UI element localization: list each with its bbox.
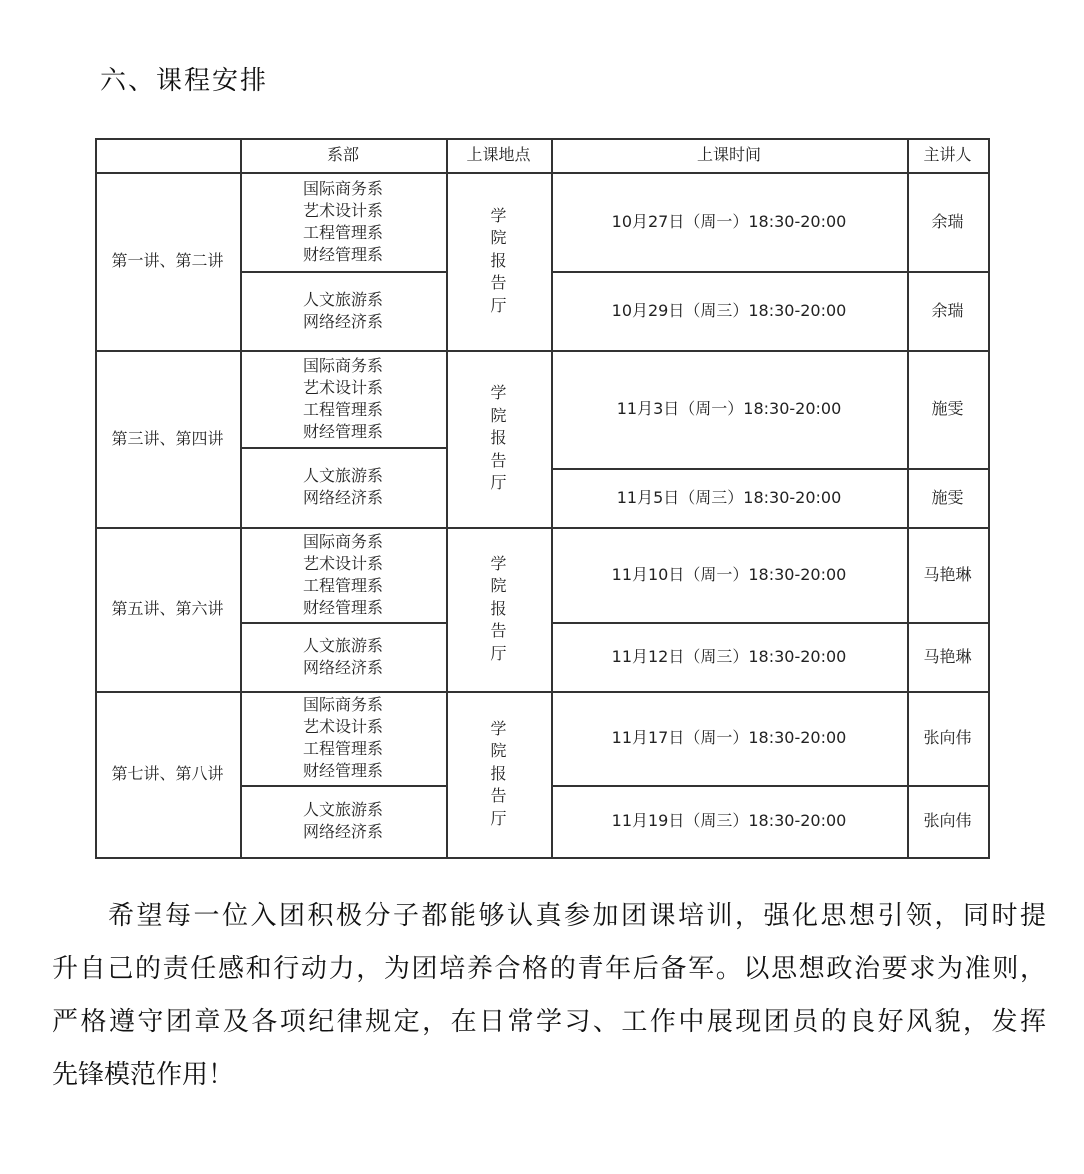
closing-paragraph — [52, 890, 1046, 1102]
time-cell-text: 11月10日（周一）18:30-20:00 — [611, 564, 847, 584]
time-cell-text: 10月29日（周三）18:30-20:00 — [611, 300, 847, 320]
table-rule — [240, 447, 448, 449]
lecture-cell-text: 第七讲、第八讲 — [111, 764, 224, 783]
speaker-cell-text: 余瑞 — [931, 300, 964, 320]
departments-cell-text: 人文旅游系 网络经济系 — [302, 466, 383, 507]
time-cell — [551, 468, 907, 527]
departments-cell — [240, 622, 446, 691]
table-rule — [240, 138, 242, 859]
speaker-cell-text: 马艳琳 — [923, 646, 972, 666]
header-location — [446, 138, 551, 172]
lecture-cell-text: 第五讲、第六讲 — [111, 599, 224, 618]
departments-cell — [240, 172, 446, 271]
lecture-cell — [95, 350, 240, 527]
time-cell-text: 11月12日（周三）18:30-20:00 — [611, 646, 847, 666]
location-cell — [446, 691, 551, 857]
section-heading: 六、课程安排 — [100, 66, 269, 96]
departments-cell — [240, 350, 446, 447]
table-rule — [95, 138, 990, 140]
header-department-text: 系部 — [326, 145, 359, 164]
speaker-cell — [907, 622, 988, 691]
header-location-text: 上课地点 — [466, 145, 531, 164]
location-cell-text: 学院报告厅 — [490, 205, 507, 315]
table-rule — [551, 622, 990, 624]
departments-cell-text: 国际商务系 艺术设计系 工程管理系 财经管理系 — [302, 695, 383, 780]
speaker-cell — [907, 785, 988, 857]
departments-cell-text: 人文旅游系 网络经济系 — [302, 800, 383, 841]
paragraph-line: 希望每一位入团积极分子都能够认真参加团课培训，强化思想引领，同时提 — [108, 901, 1046, 931]
table-rule — [95, 857, 990, 859]
lecture-cell — [95, 691, 240, 857]
departments-cell — [240, 447, 446, 527]
location-cell-text: 学院报告厅 — [490, 553, 507, 663]
time-cell — [551, 691, 907, 785]
paragraph-line: 升自己的责任感和行动力，为团培养合格的青年后备军。以思想政治要求为准则， — [52, 954, 1046, 984]
speaker-cell — [907, 691, 988, 785]
time-cell — [551, 622, 907, 691]
departments-cell — [240, 785, 446, 857]
departments-cell — [240, 271, 446, 350]
header-time — [551, 138, 907, 172]
lecture-cell-text: 第三讲、第四讲 — [111, 428, 224, 448]
lecture-cell — [95, 172, 240, 350]
departments-cell — [240, 527, 446, 622]
table-rule — [240, 785, 448, 787]
speaker-cell-text: 张向伟 — [923, 811, 972, 830]
time-cell — [551, 527, 907, 622]
departments-cell-text: 国际商务系 艺术设计系 工程管理系 财经管理系 — [302, 531, 383, 617]
speaker-cell — [907, 468, 988, 527]
table-rule — [907, 138, 909, 859]
lecture-cell-text: 第一讲、第二讲 — [111, 251, 224, 270]
time-cell-text: 11月17日（周一）18:30-20:00 — [611, 728, 847, 747]
location-cell — [446, 350, 551, 527]
speaker-cell-text: 马艳琳 — [923, 564, 972, 584]
table-rule — [551, 468, 990, 470]
speaker-cell-text: 余瑞 — [931, 211, 964, 231]
header-speaker-text: 主讲人 — [923, 145, 972, 164]
table-rule — [95, 138, 97, 859]
table-rule — [240, 271, 448, 273]
time-cell-text: 10月27日（周一）18:30-20:00 — [611, 211, 847, 231]
table-rule — [446, 138, 448, 859]
speaker-cell-text: 施雯 — [931, 487, 964, 507]
location-cell-text: 学院报告厅 — [490, 383, 507, 493]
speaker-cell — [907, 350, 988, 468]
lecture-cell — [95, 527, 240, 691]
header-speaker — [907, 138, 988, 172]
table-rule — [551, 271, 990, 273]
table-rule — [551, 138, 553, 859]
departments-cell — [240, 691, 446, 785]
speaker-cell — [907, 527, 988, 622]
location-cell — [446, 527, 551, 691]
speaker-cell-text: 施雯 — [931, 399, 964, 418]
departments-cell-text: 人文旅游系 网络经济系 — [302, 635, 383, 677]
table-rule — [551, 785, 990, 787]
location-cell — [446, 172, 551, 350]
departments-cell-text: 人文旅游系 网络经济系 — [302, 289, 383, 331]
speaker-cell — [907, 271, 988, 350]
departments-cell-text: 国际商务系 艺术设计系 工程管理系 财经管理系 — [302, 178, 383, 264]
header-department — [240, 138, 446, 172]
departments-cell-text: 国际商务系 艺术设计系 工程管理系 财经管理系 — [302, 355, 383, 441]
time-cell — [551, 172, 907, 271]
time-cell-text: 11月19日（周三）18:30-20:00 — [611, 811, 847, 830]
paragraph-line: 先锋模范作用！ — [52, 1060, 235, 1090]
header-time-text: 上课时间 — [696, 145, 761, 164]
time-cell — [551, 350, 907, 468]
time-cell — [551, 271, 907, 350]
header-blank — [95, 138, 240, 172]
location-cell-text: 学院报告厅 — [490, 718, 507, 828]
table-rule — [988, 138, 990, 859]
time-cell-text: 11月3日（周一）18:30-20:00 — [616, 399, 842, 418]
table-rule — [240, 622, 448, 624]
time-cell-text: 11月5日（周三）18:30-20:00 — [616, 487, 842, 507]
paragraph-line: 严格遵守团章及各项纪律规定，在日常学习、工作中展现团员的良好风貌，发挥 — [52, 1007, 1046, 1037]
speaker-cell — [907, 172, 988, 271]
speaker-cell-text: 张向伟 — [923, 728, 972, 747]
time-cell — [551, 785, 907, 857]
